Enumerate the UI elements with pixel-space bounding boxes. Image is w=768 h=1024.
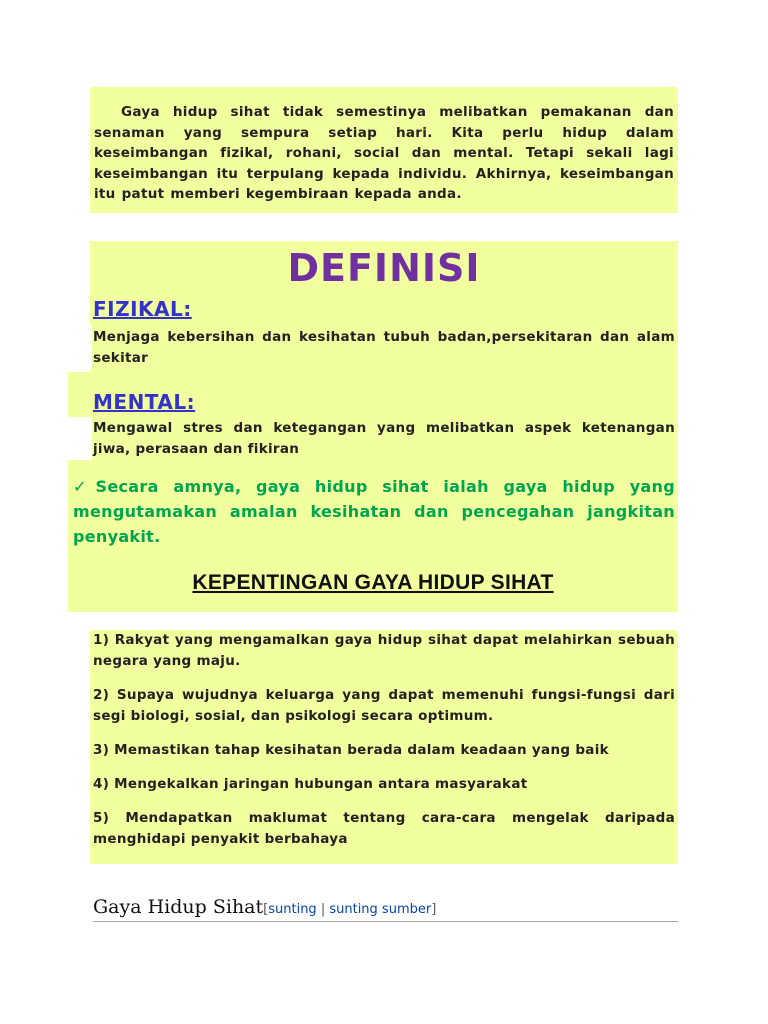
margin-strip xyxy=(68,326,92,369)
intro-box xyxy=(90,87,678,213)
list-item: 1) Rakyat yang mengamalkan gaya hidup sihat dapat melahirkan sebuah negara yang maju. xyxy=(93,632,675,669)
heading-divider xyxy=(93,921,678,922)
mental-text: Mengawal stres dan ketegangan yang melibatkan aspek ketenangan jiwa, perasaan dan fikiran xyxy=(93,420,675,457)
intro-paragraph: Gaya hidup sihat tidak semestinya melibatkan pemakanan dan senaman yang sempura setiap hari. Kita perlu hidup dalam keseimbangan fizikal, rohani, social dan mental. Tetapi sekali lagi keseimbangan itu terpulang kepada individu. Akhirnya, keseimbangan itu patut memberi kegembiraan kepada anda. xyxy=(94,104,674,202)
edit-link[interactable]: sunting xyxy=(268,902,317,917)
kepentingan-title: KEPENTINGAN GAYA HIDUP SIHAT xyxy=(192,571,554,594)
edit-source-link[interactable]: sunting sumber xyxy=(329,902,432,917)
checkmark-icon: ✓ xyxy=(73,477,96,496)
fizikal-heading: FIZIKAL: xyxy=(93,297,192,321)
definisi-title: DEFINISI xyxy=(287,246,481,290)
fizikal-text: Menjaga kebersihan dan kesihatan tubuh badan,persekitaran dan alam sekitar xyxy=(93,329,675,366)
list-item: 3) Memastikan tahap kesihatan berada dalam keadaan yang baik xyxy=(93,742,609,758)
mental-heading: MENTAL: xyxy=(93,390,196,414)
list-item: 2) Supaya wujudnya keluarga yang dapat memenuhi fungsi-fungsi dari segi biologi, sosial, dan psikologi secara optimum. xyxy=(93,687,675,724)
wiki-heading xyxy=(93,896,436,918)
edit-section xyxy=(263,902,436,917)
list-item: 5) Mendapatkan maklumat tentang cara-cara mengelak daripada menghidapi penyakit berbahaya xyxy=(93,810,675,847)
separator: | xyxy=(316,902,330,917)
list-item: 4) Mengekalkan jaringan hubungan antara masyarakat xyxy=(93,776,528,792)
summary-text xyxy=(73,474,675,549)
bracket: [ xyxy=(263,902,269,917)
wiki-heading-text: Gaya Hidup Sihat xyxy=(93,896,264,918)
margin-strip xyxy=(68,417,92,460)
summary-body: Secara amnya, gaya hidup sihat ialah gaya hidup yang mengutamakan amalan kesihatan dan pencegahan jangkitan penyakit. xyxy=(73,477,675,546)
bracket: ] xyxy=(431,902,437,917)
